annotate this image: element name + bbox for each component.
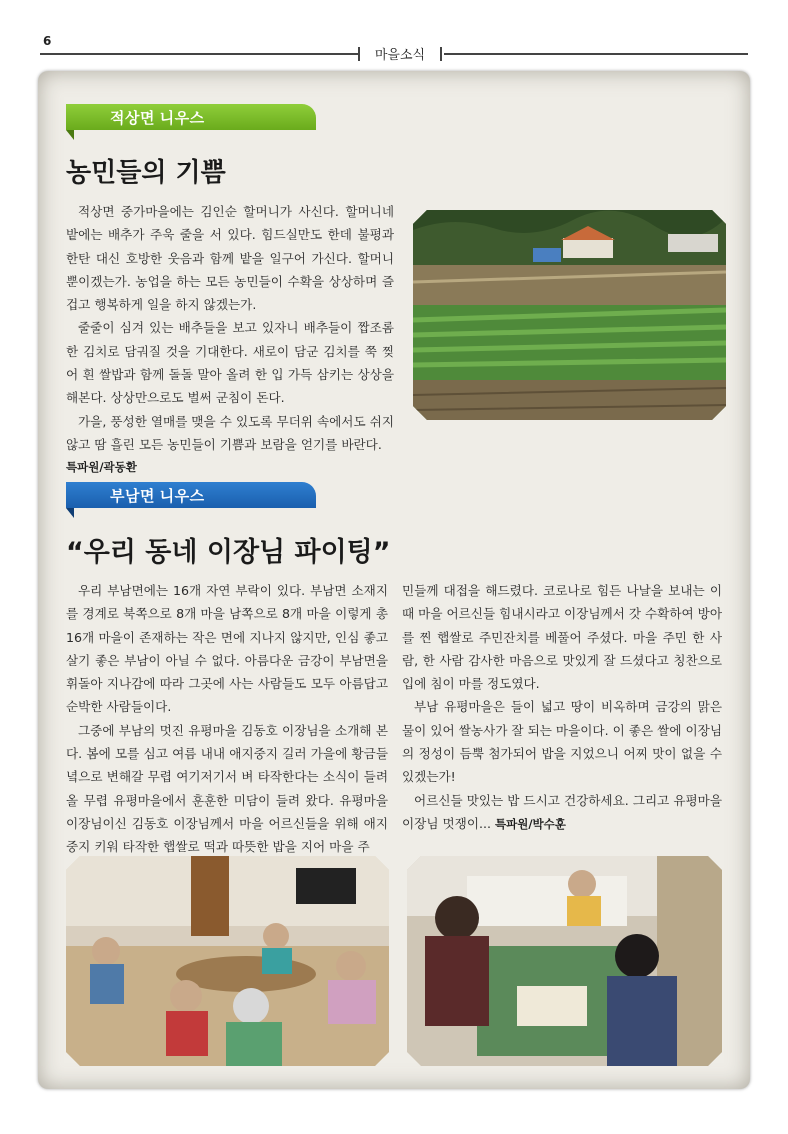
article2-paragraph: 우리 부남면에는 16개 자연 부락이 있다. 부남면 소재지를 경계로 북쪽으로 8개 마을 남쪽으로 8개 마을 이렇게 총 16개 마을이 존재하는 작은 면에 지나지 않지만, 인심 좋고 살기 좋은 부남이 아닐 수 없다. 아름다운 금강이 부남면을 휘돌아 지나감에 따라 그곳에 사는 사람들도 모두 아름답고 순박한 사람들이다. (66, 583, 388, 715)
article2-banner (66, 482, 328, 522)
article2-title: “우리 동네 이장님 파이팅” (66, 537, 391, 568)
article1-paragraph: 적상면 중가마을에는 김인순 할머니가 사신다. 할머니네 밭에는 배추가 주욱 줄을 서 있다. 힘드실만도 한데 불평과 한탄 대신 호방한 웃음과 함께 밭을 일구어 가신다. 할머니 뿐이겠는가. 농업을 하는 모든 농민들이 수확을 상상하며 즐겁고 행복하게 일을 하지 않겠는가. (66, 204, 394, 313)
villagers-meal-photo (66, 856, 389, 1066)
article2-paragraph (402, 789, 722, 837)
header-tick-left (358, 47, 360, 61)
article2-banner-label: 부남면 니우스 (110, 488, 205, 505)
article2-paragraph: 부남 유평마을은 들이 넓고 땅이 비옥하며 금강의 맑은 물이 있어 쌀농사가 잘 되는 마을이다. 이 좋은 쌀에 이장님의 정성이 듬뿍 첨가되어 밥을 지었으니 어찌 맛이 없을 수 있겠는가! (402, 699, 722, 785)
article1-title: 농민들의 기쁨 (66, 158, 226, 188)
header-rule-right (444, 53, 748, 55)
field-photo (413, 210, 726, 420)
article1-paragraph: 줄줄이 심겨 있는 배추들을 보고 있자니 배추들이 짭조롬한 김치로 담궈질 것을 기대한다. 새로이 담군 김치를 쭉 찢어 흰 쌀밥과 함께 돌돌 말아 올려 한 입 가득 삼키는 상상을 해본다. 상상만으로도 벌써 군침이 돈다. (66, 320, 394, 406)
article1-body (66, 200, 394, 480)
header-tick-right (440, 47, 442, 61)
header-rule-left (40, 53, 358, 55)
page-number: 6 (43, 34, 52, 48)
article1-banner-label: 적상면 니우스 (110, 110, 205, 127)
section-name: 마을소식 (374, 48, 426, 63)
article2-byline: 특파원/박수훈 (495, 816, 566, 831)
article2-paragraph: 민들께 대접을 해드렸다. 코로나로 힘든 나날을 보내는 이때 마을 어르신들 힘내시라고 이장님께서 갓 수확하여 방아를 찐 햅쌀로 주민잔치를 베풀어 주셨다. 마을 주민 한 사람, 한 사람 감사한 마음으로 맛있게 잘 드셨다고 칭찬으로 입에 침이 마를 정도였다. (402, 583, 722, 692)
article1-byline: 특파원/곽동환 (66, 460, 137, 475)
article2-paragraph: 그중에 부남의 멋진 유평마을 김동호 이장님을 소개해 본다. 봄에 모를 심고 여름 내내 애지중지 길러 가을에 황금들녘으로 변해갈 무렵 여기저기서 벼 타작한다는 소식이 들려 올 무렵 유평마을에서 훈훈한 미담이 들려 왔다. 유평마을 이장님이신 김동호 이장님께서 마을 어르신들을 위해 애지중지 키워 타작한 햅쌀로 떡과 따뜻한 밥을 지어 마을 주 (66, 722, 388, 855)
article2-closing: 어르신들 맛있는 밥 드시고 건강하세요. 그리고 유평마을 이장님 멋쟁이... (402, 792, 722, 831)
article1-banner (66, 104, 328, 144)
article2-column-left (66, 579, 388, 859)
rice-cake-photo (407, 856, 722, 1066)
article2-column-right (402, 579, 722, 836)
article1-paragraph: 가을, 풍성한 열매를 맺을 수 있도록 무더위 속에서도 쉬지 않고 땀 흘린 모든 농민들이 기쁨과 보람을 얻기를 바란다. (66, 413, 394, 452)
